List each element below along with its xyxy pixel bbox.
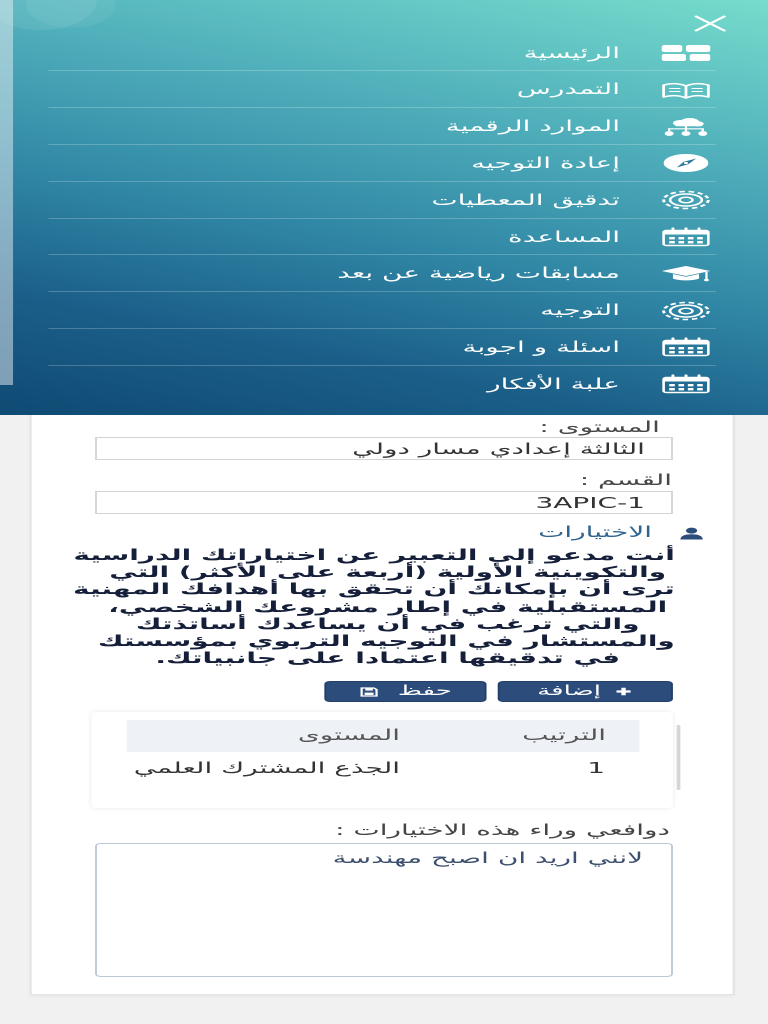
navigation-drawer — [0, 0, 768, 415]
drawer-edge — [0, 0, 12, 385]
compass-icon — [660, 153, 712, 173]
menu-item-data-verification[interactable] — [48, 182, 715, 219]
menu-item-label: الموارد الرقمية — [445, 117, 620, 136]
close-icon[interactable] — [693, 15, 727, 32]
level-label: المستوى : — [539, 418, 660, 436]
calendar-icon — [660, 227, 712, 247]
menu-item-label: علبة الأفكار — [487, 374, 620, 393]
gear-icon — [660, 190, 712, 210]
menu-item-remote-math-contests[interactable] — [48, 255, 715, 292]
column-header-rank: الترتيب — [522, 726, 607, 744]
calendar-icon — [660, 374, 712, 394]
menu-item-faq[interactable] — [48, 329, 715, 366]
menu-item-label: المساعدة — [508, 227, 620, 246]
menu-item-ideas-box[interactable] — [48, 366, 715, 403]
graduation-cap-icon — [660, 264, 712, 284]
menu-item-label: الرئيسية — [523, 43, 620, 62]
menu-item-label: التمدرس — [516, 80, 620, 99]
instructions-line: المستقبلية في إطار مشروعك الشخصي، — [108, 597, 668, 616]
menu-item-help[interactable] — [48, 219, 715, 256]
menu-item-schooling[interactable] — [48, 71, 715, 108]
choices-instructions — [73, 546, 675, 668]
column-header-level: المستوى — [297, 726, 401, 744]
motives-textarea[interactable] — [95, 843, 673, 977]
dashboard-icon — [660, 43, 712, 63]
menu-item-home[interactable] — [48, 35, 715, 72]
add-choice-button[interactable] — [497, 681, 673, 702]
menu-item-reorientation[interactable] — [48, 145, 715, 182]
plus-icon — [616, 687, 633, 696]
book-icon — [660, 80, 712, 100]
instructions-line: أنت مدعو إلى التعبير عن اختياراتك الدراسية — [73, 546, 675, 564]
add-choice-label: إضافة — [537, 683, 602, 699]
table-cell-rank: 1 — [587, 759, 606, 777]
menu-item-label: اسئلة و اجوبة — [462, 337, 620, 356]
instructions-line: والتكوينية الأولية (أربعة على الأكثر) التي — [109, 563, 667, 582]
level-field[interactable] — [95, 437, 673, 460]
menu-item-label: تدقيق المعطيات — [431, 190, 620, 209]
class-label: القسم : — [579, 471, 673, 489]
choices-title: الاختيارات — [538, 523, 653, 541]
gear-icon — [660, 301, 712, 321]
motives-label: دوافعي وراء هذه الاختيارات : — [335, 821, 670, 839]
menu-item-label: التوجيه — [540, 301, 620, 320]
class-field[interactable] — [95, 491, 673, 514]
instructions-line: ترى أن بإمكانك أن تحقق بها أهدافك المهنية — [73, 580, 675, 599]
user-icon — [678, 527, 704, 540]
network-icon — [660, 117, 712, 137]
save-button[interactable] — [325, 681, 487, 702]
calendar-icon — [660, 337, 712, 357]
menu-item-label: إعادة التوجيه — [471, 153, 620, 172]
save-icon — [360, 687, 379, 697]
menu-item-digital-resources[interactable] — [48, 108, 715, 145]
instructions-line: والمستشار في التوجيه التربوي بمؤسستك — [97, 632, 675, 651]
menu-item-orientation[interactable] — [48, 292, 715, 329]
instructions-line: في تدقيقها اعتمادا على جانبياتك. — [155, 649, 621, 668]
table-scrollbar[interactable] — [676, 725, 680, 790]
drawer-menu — [48, 35, 715, 403]
table-cell-level: الجذع المشترك العلمي — [133, 760, 401, 777]
save-label: حفظ — [397, 683, 452, 699]
instructions-line: والتي ترغب في أن يساعدك أساتذتك — [135, 614, 640, 633]
menu-item-label: مسابقات رياضية عن بعد — [337, 264, 620, 283]
